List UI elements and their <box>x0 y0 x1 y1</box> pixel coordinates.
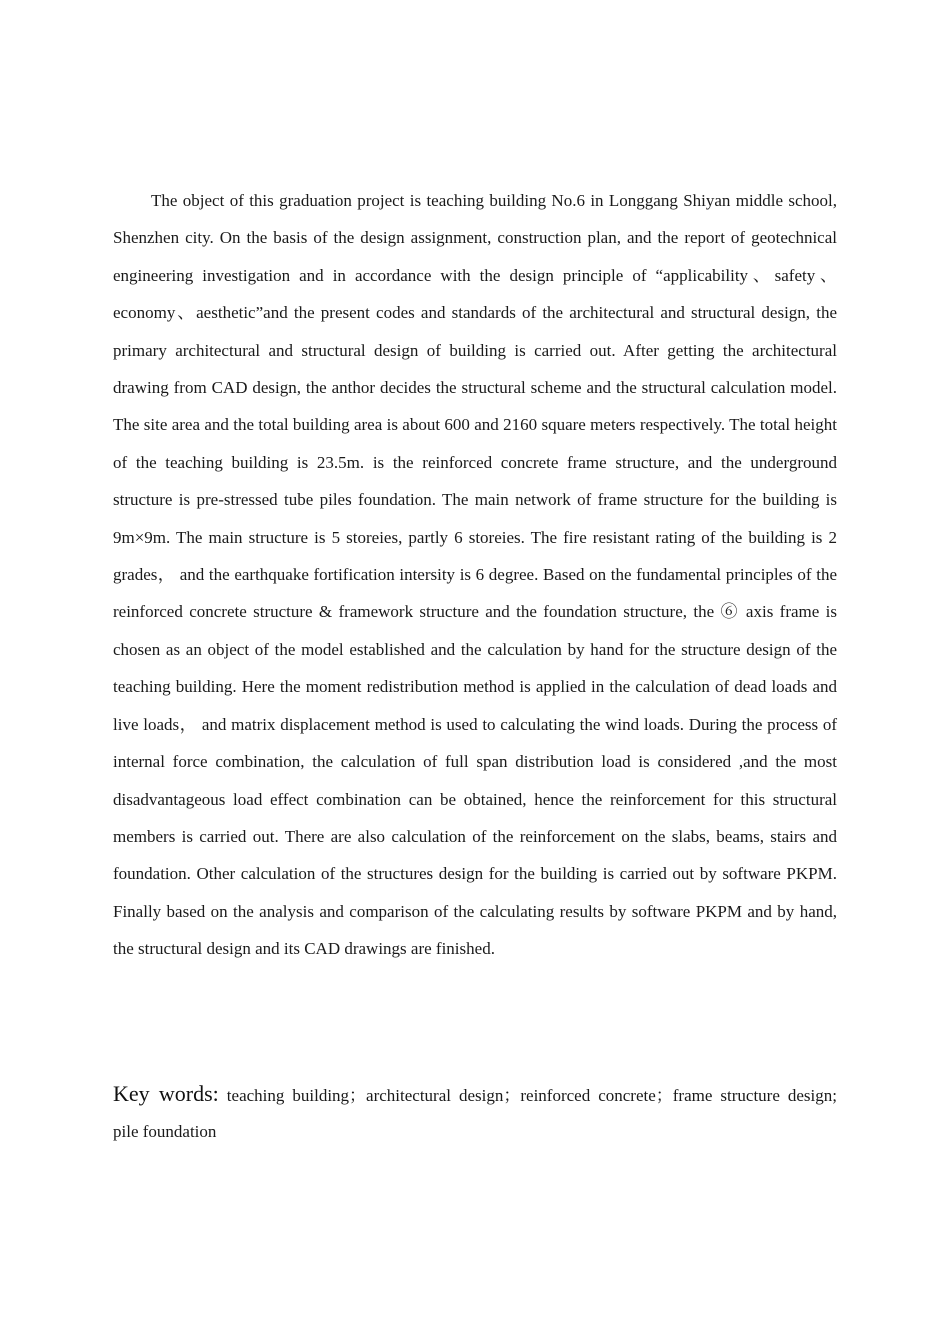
abstract-paragraph: The object of this graduation project is teaching building No.6 in Longgang Shiyan middle school, Shenzhen city. On the basis of the design assignment, construction plan, and the report of geotechnical engineering investigation and in accordance with the design principle of “applicability、safety、economy、aesthetic”and the present codes and standards of the architectural and structural design, the primary architectural and structural design of building is carried out. After getting the architectural drawing from CAD design, the anthor decides the structural scheme and the structural calculation model. The site area and the total building area is about 600 and 2160 square meters respectively. The total height of the teaching building is 23.5m. is the reinforced concrete frame structure, and the underground structure is pre-stressed tube piles foundation. The main network of frame structure for the building is 9m×9m. The main structure is 5 storeies, partly 6 storeies. The fire resistant rating of the building is 2 grades， and the earthquake fortification intersity is 6 degree. Based on the fundamental principles of the reinforced concrete structure & framework structure and the foundation structure, the ⑥ axis frame is chosen as an object of the model established and the calculation by hand for the structure design of the teaching building. Here the moment redistribution method is applied in the calculation of dead loads and live loads， and matrix displacement method is used to calculating the wind loads. During the process of internal force combination, the calculation of full span distribution load is considered ,and the most disadvantageous load effect combination can be obtained, hence the reinforcement for this structural members is carried out. There are also calculation of the reinforcement on the slabs, beams, stairs and foundation. Other calculation of the structures design for the building is carried out by software PKPM. Finally based on the analysis and comparison of the calculating results by software PKPM and by hand, the structural design and its CAD drawings are finished. <box>113 191 837 959</box>
keywords-line <box>113 1076 837 1150</box>
keywords-list: teaching building；architectural design；reinforced concrete；frame structure design; pile foundation <box>113 1086 837 1141</box>
keywords-label: Key words: <box>113 1081 219 1106</box>
